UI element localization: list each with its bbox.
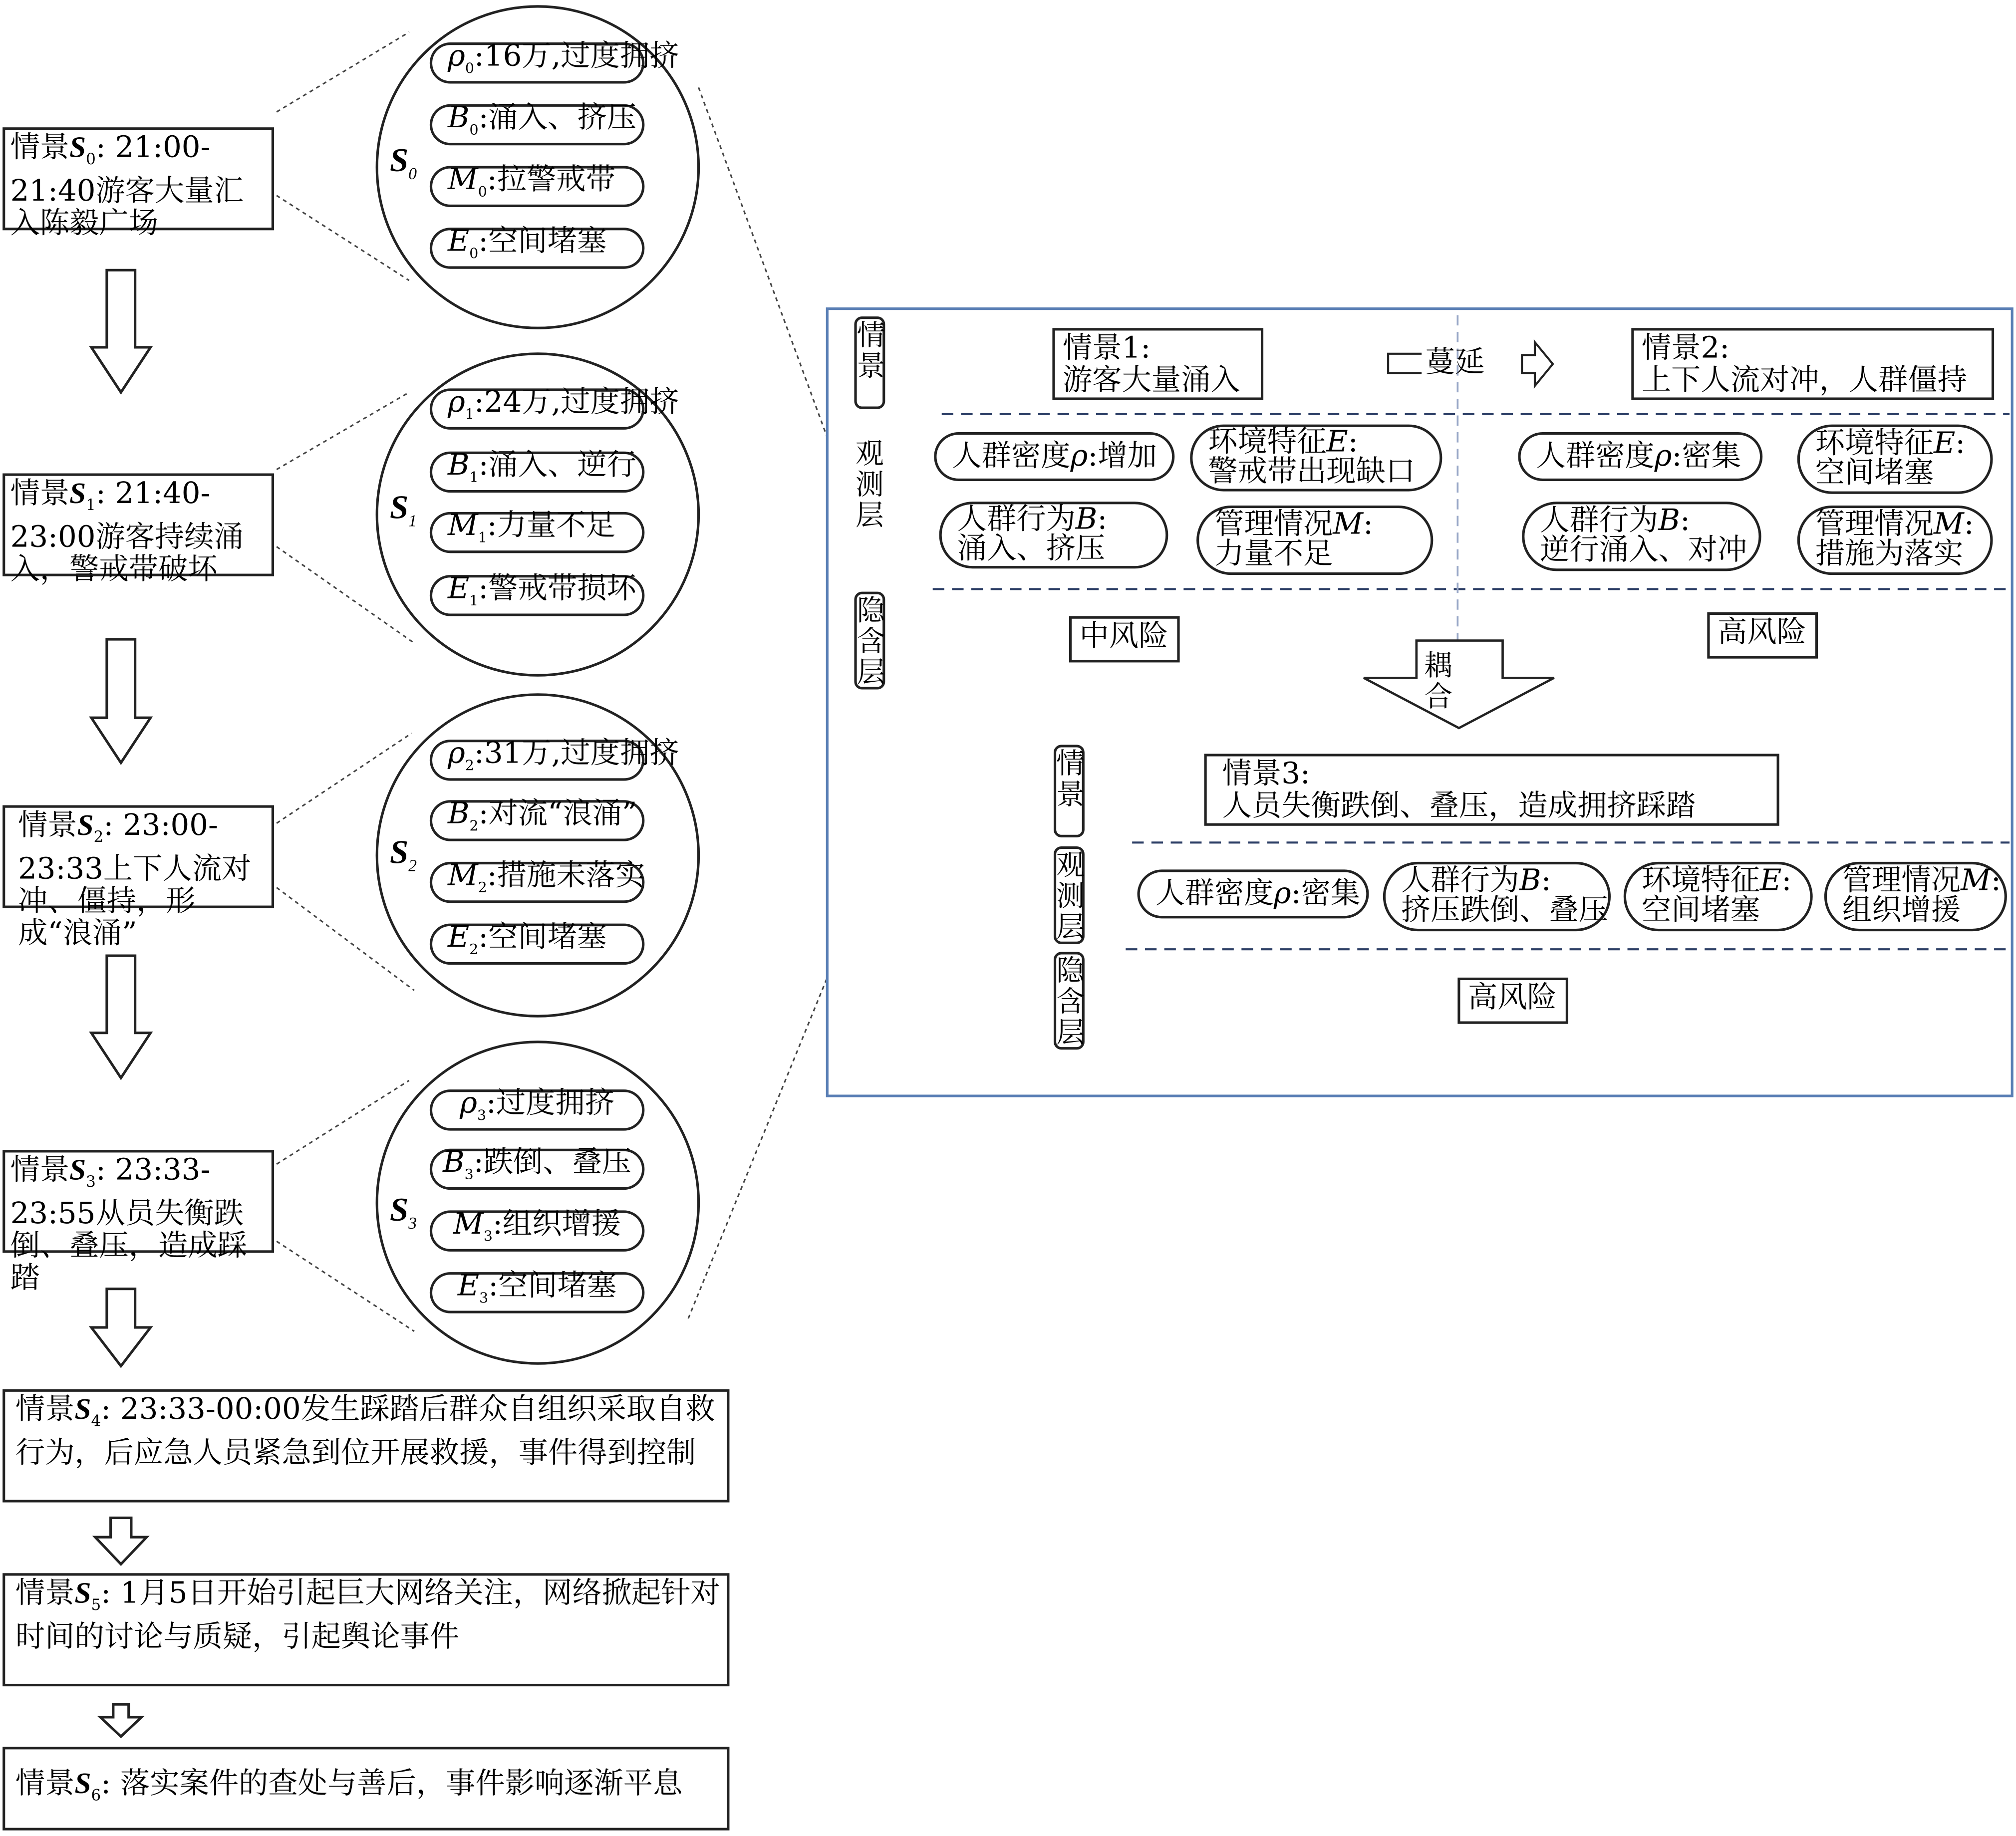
circle-s2-behavior: $B_2$:对流“浪涌” <box>430 800 644 841</box>
spread-label: 蔓延 <box>1425 346 1485 380</box>
down-arrow-icon <box>91 956 151 1078</box>
circle-s1-behavior: $B_1$:涌入、逆行 <box>430 452 644 493</box>
circle-s2-density: $\rho_2:31$万,过度拥挤 <box>430 740 644 781</box>
obs3-behavior: 人群行为B: 挤压跌倒、叠压 <box>1383 862 1611 931</box>
obs1-management: 管理情况M: 力量不足 <box>1196 506 1433 575</box>
circle-s3-density: $\rho_3$:过度拥挤 <box>430 1089 644 1130</box>
event-box-s2: 情景$S_2$: 23:00-23:33上下人流对冲、僵持，形成“浪涌” <box>2 805 274 908</box>
circle-s0-management: $M_0$:拉警戒带 <box>430 166 644 207</box>
down-arrow-icon <box>100 1704 141 1736</box>
obs3-environment: 环境特征E: 空间堵塞 <box>1624 862 1813 931</box>
obs3-density: 人群密度ρ:密集 <box>1138 869 1369 918</box>
circle-label-s3: $S_3$ <box>389 1191 417 1233</box>
down-arrow-icon <box>95 1518 147 1564</box>
layer-label-hidden-2: 隐含层 <box>1054 952 1085 1049</box>
event-box-s0: 情景$S_0$: 21:00-21:40游客大量汇入陈毅广场 <box>2 127 274 230</box>
layer-label-scene-2: 情景 <box>1054 745 1085 837</box>
couple-arrow-icon <box>1364 641 1554 728</box>
event-box-s3: 情景$S_3$: 23:33-23:55从员失衡跌倒、叠压，造成踩踏 <box>2 1150 274 1253</box>
circle-s3-behavior: $B_3$:跌倒、叠压 <box>430 1149 644 1190</box>
obs1-density: 人群密度ρ:增加 <box>934 432 1174 481</box>
circle-label-s2: $S_2$ <box>389 833 417 875</box>
spread-arrow-tail <box>1388 354 1422 373</box>
obs2-density: 人群密度ρ:密集 <box>1518 432 1762 481</box>
down-arrow-icon <box>91 639 151 763</box>
circle-s0-environment: $E_0$:空间堵塞 <box>430 228 644 268</box>
circle-s3-management: $M_3$:组织增援 <box>430 1210 644 1251</box>
event-box-s5: 情景$S_5$: 1月5日开始引起巨大网络关注，网络掀起针对时间的讨论与质疑，引起舆论事件 <box>2 1573 729 1686</box>
obs2-behavior: 人群行为B: 逆行涌入、对冲 <box>1522 502 1761 571</box>
circle-s1-environment: $E_1$:警戒带损坏 <box>430 575 644 616</box>
circle-s2-management: $M_2$:措施未落实 <box>430 862 644 903</box>
couple-label: 耦合 <box>1424 651 1452 714</box>
down-arrow-icon <box>91 1289 151 1366</box>
layer-label-observe-2: 观测层 <box>1054 846 1085 944</box>
event-box-s6: 情景$S_6$: 落实案件的查处与善后，事件影响逐渐平息 <box>2 1747 729 1831</box>
circle-s2-environment: $E_2$:空间堵塞 <box>430 924 644 965</box>
obs2-management: 管理情况M: 措施为落实 <box>1797 506 1993 575</box>
layer-label-observe-1: 观测层 <box>854 437 885 540</box>
layer-label-hidden-1: 隐含层 <box>854 592 885 690</box>
circle-label-s1: $S_1$ <box>389 489 417 530</box>
circle-label-s0: $S_0$ <box>389 141 417 183</box>
spread-arrow-icon <box>1522 342 1553 386</box>
circle-s1-density: $\rho_1:24$万,过度拥挤 <box>430 388 644 429</box>
event-box-s1: 情景$S_1$: 21:40-23:00游客持续涌入，警戒带破坏 <box>2 474 274 576</box>
event-box-s4: 情景$S_4$: 23:33-00:00发生踩踏后群众自组织采取自救行为，后应急人员紧急到位开展救援，事件得到控制 <box>2 1389 729 1503</box>
obs3-management: 管理情况M: 组织增援 <box>1824 862 2007 931</box>
circle-s0-behavior: $B_0$:涌入、挤压 <box>430 104 644 145</box>
scene-2-box: 情景2: 上下人流对冲，人群僵持 <box>1631 328 1994 400</box>
circle-s1-management: $M_1$:力量不足 <box>430 512 644 553</box>
down-arrow-icon <box>91 270 151 392</box>
obs1-behavior: 人群行为B: 涌入、挤压 <box>939 502 1168 568</box>
risk-1-box: 中风险 <box>1069 616 1180 663</box>
layer-label-scene-1: 情景 <box>854 316 885 409</box>
obs1-environment: 环境特征E: 警戒带出现缺口 <box>1190 425 1442 492</box>
circle-s0-density: $\rho_0:16$万,过度拥挤 <box>430 42 644 83</box>
scene-3-box: 情景3: 人员失衡跌倒、叠压，造成拥挤踩踏 <box>1204 754 1779 825</box>
obs2-environment: 环境特征E: 空间堵塞 <box>1797 425 1993 494</box>
risk-3-box: 高风险 <box>1457 978 1568 1024</box>
scene-1-box: 情景1: 游客大量涌入 <box>1052 328 1263 400</box>
risk-2-box: 高风险 <box>1707 612 1818 659</box>
circle-s3-environment: $E_3$:空间堵塞 <box>430 1272 644 1313</box>
